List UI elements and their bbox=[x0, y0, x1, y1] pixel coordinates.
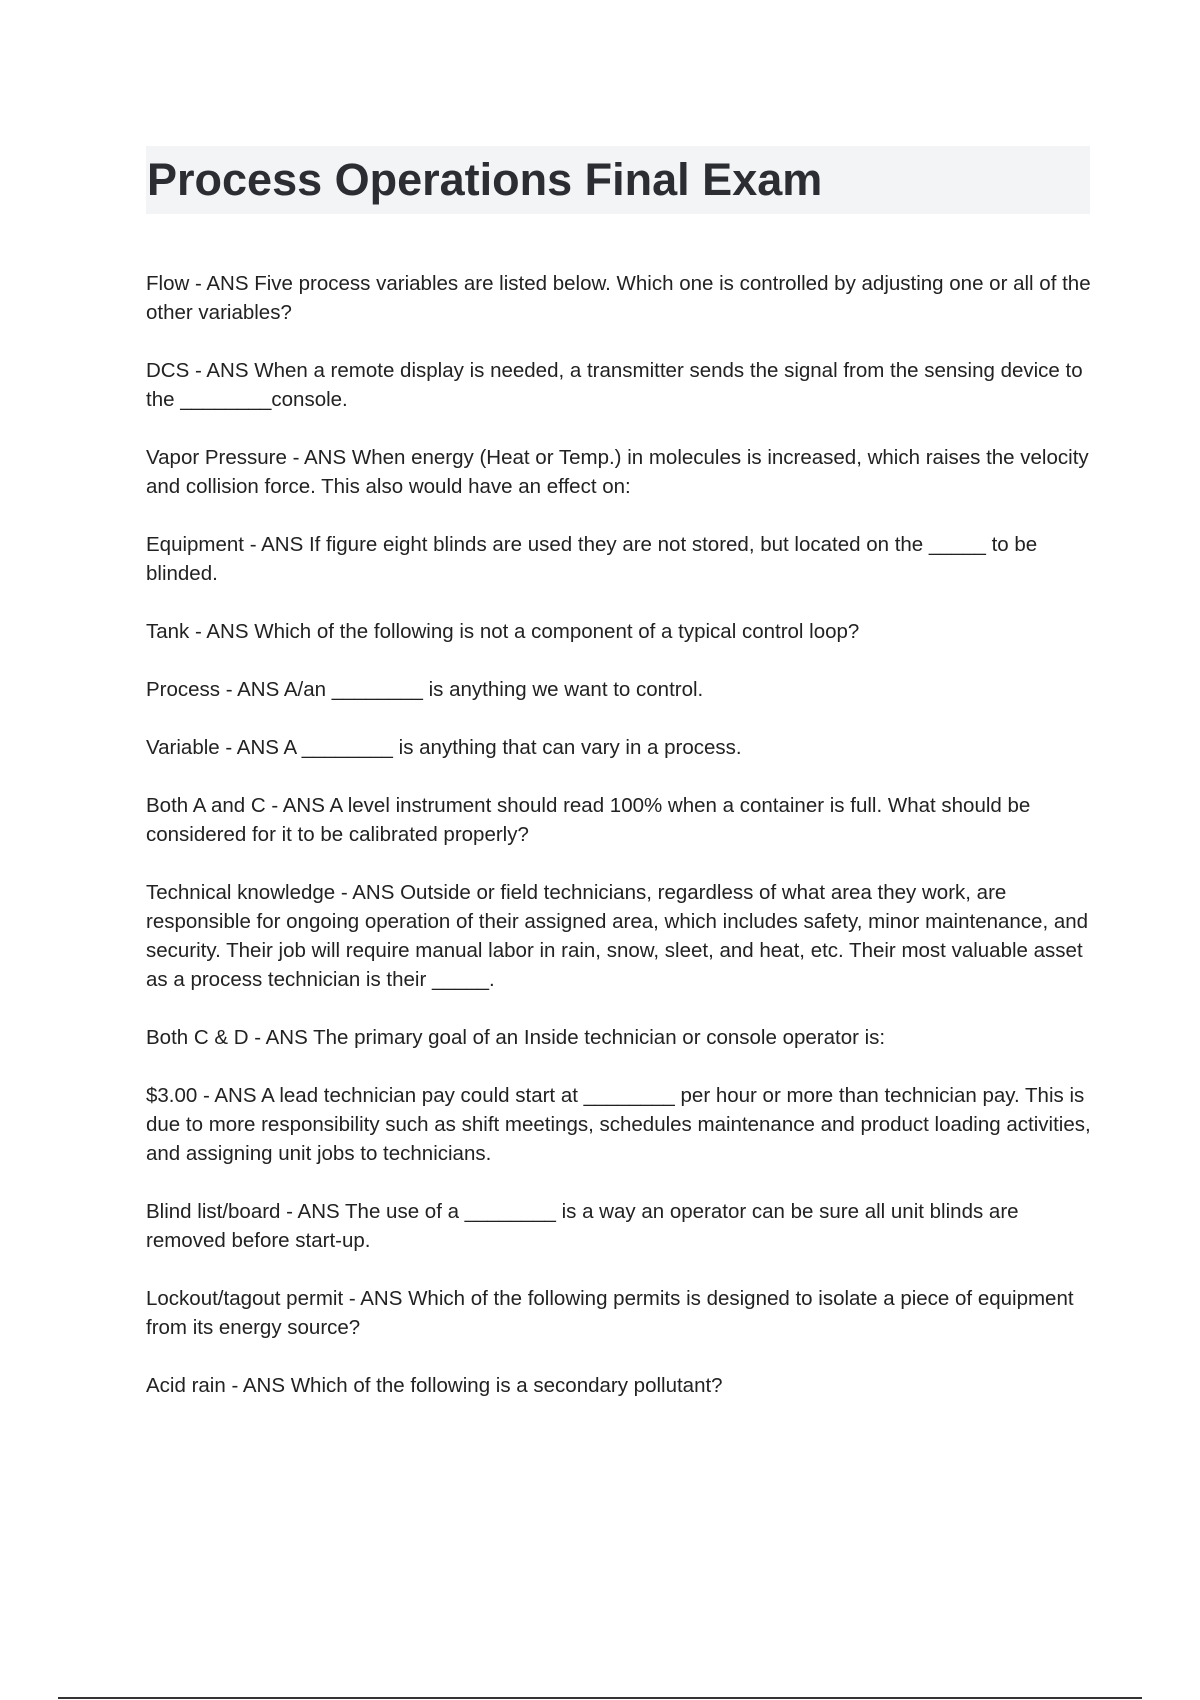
qa-item-dcs: DCS - ANS When a remote display is needed, a transmitter sends the signal from the sensing device to the ________console. bbox=[146, 359, 1083, 411]
qa-item-lockout-tagout: Lockout/tagout permit - ANS Which of the following permits is designed to isolate a piece of equipment from its energy source? bbox=[146, 1287, 1074, 1339]
page-title: Process Operations Final Exam bbox=[147, 154, 823, 205]
qa-item-acid-rain: Acid rain - ANS Which of the following is a secondary pollutant? bbox=[146, 1374, 723, 1397]
qa-item-lead-technician-pay: $3.00 - ANS A lead technician pay could start at ________ per hour or more than technician pay. This is due to more responsibility such as shift meetings, schedules maintenance and product loading activities, and assigning unit jobs to technicians. bbox=[146, 1084, 1091, 1165]
qa-item-both-c-and-d: Both C & D - ANS The primary goal of an Inside technician or console operator is: bbox=[146, 1026, 886, 1049]
qa-item-variable: Variable - ANS A ________ is anything that can vary in a process. bbox=[146, 736, 742, 759]
qa-item-flow: Flow - ANS Five process variables are listed below. Which one is controlled by adjusting one or all of the other variables? bbox=[146, 272, 1091, 324]
question-answer-list bbox=[146, 269, 1096, 1429]
title-banner bbox=[146, 146, 1090, 214]
qa-item-process: Process - ANS A/an ________ is anything we want to control. bbox=[146, 678, 704, 701]
qa-item-vapor-pressure: Vapor Pressure - ANS When energy (Heat or Temp.) in molecules is increased, which raises the velocity and collision force. This also would have an effect on: bbox=[146, 446, 1089, 498]
qa-item-blind-list: Blind list/board - ANS The use of a ________ is a way an operator can be sure all unit blinds are removed before start-up. bbox=[146, 1200, 1019, 1252]
qa-item-tank: Tank - ANS Which of the following is not a component of a typical control loop? bbox=[146, 620, 860, 643]
page-footer-divider bbox=[58, 1697, 1142, 1699]
qa-item-equipment: Equipment - ANS If figure eight blinds are used they are not stored, but located on the _____ to be blinded. bbox=[146, 533, 1038, 585]
qa-item-both-a-and-c: Both A and C - ANS A level instrument should read 100% when a container is full. What should be considered for it to be calibrated properly? bbox=[146, 794, 1031, 846]
qa-item-technical-knowledge: Technical knowledge - ANS Outside or field technicians, regardless of what area they work, are responsible for ongoing operation of their assigned area, which includes safety, minor maintenance, and security. Their job will require manual labor in rain, snow, sleet, and heat, etc. Their most valuable asset as a process technician is their _____. bbox=[146, 881, 1089, 991]
